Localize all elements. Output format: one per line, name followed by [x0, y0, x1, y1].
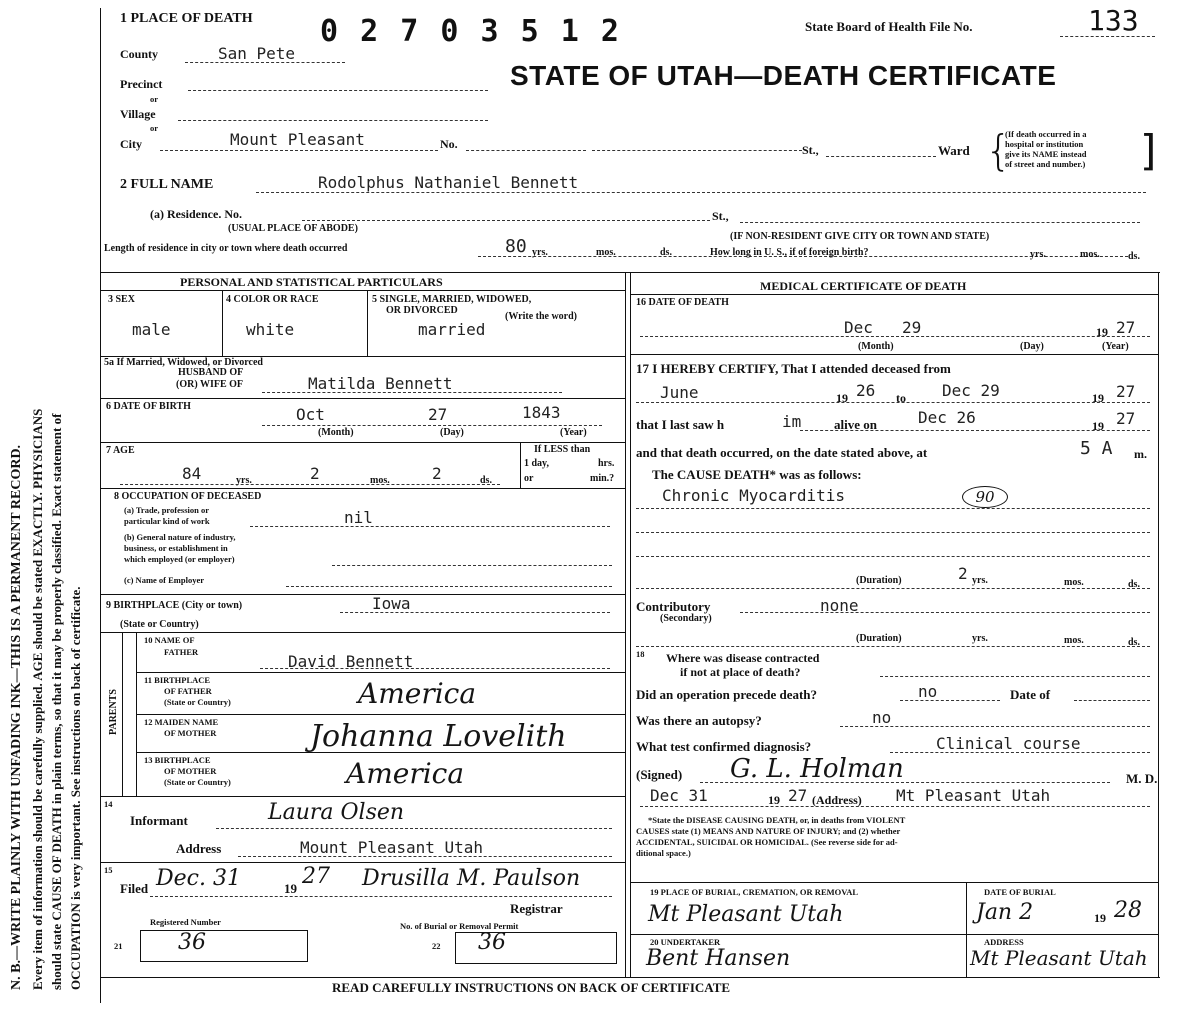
county-value: San Pete: [218, 44, 296, 63]
father-name-label-2: FATHER: [164, 647, 199, 657]
last-saw-year: 27: [1116, 409, 1136, 428]
marital-label-2: OR DIVORCED: [386, 305, 458, 316]
occupation-b3: which employed (or employer): [124, 554, 235, 564]
undertaker-value: Bent Hansen: [646, 946, 791, 971]
side-note-line3: should state CAUSE OF DEATH in plain terms, so that it may be properly classified. Exact statement of: [49, 413, 64, 990]
contributory-value: none: [820, 596, 859, 615]
age-ds-caption: ds.: [480, 475, 492, 486]
dob-month: Oct: [296, 405, 325, 424]
dob-year-caption: (Year): [560, 427, 587, 438]
registrar-signature: Drusilla M. Paulson: [362, 866, 581, 891]
certificate-serial: 0 2 7 0 3 5 1 2: [320, 14, 621, 49]
us-ds-label: ds.: [1128, 251, 1140, 262]
age-yrs-caption: yrs.: [236, 475, 252, 486]
spouse-label-1: 5a If Married, Widowed, or Divorced: [104, 357, 263, 368]
alive-year-prefix: 19: [1092, 419, 1104, 433]
informant-address-value: Mount Pleasant Utah: [300, 838, 484, 857]
duration-ds: ds.: [1128, 579, 1140, 590]
ward-note-3: give its NAME instead: [1005, 149, 1087, 159]
burial-year-prefix: 19: [1094, 911, 1106, 925]
dob-day-caption: (Day): [440, 427, 464, 438]
physician-signature: G. L. Holman: [730, 754, 904, 784]
last-saw-pronoun: im: [782, 412, 802, 431]
death-time-m: m.: [1134, 447, 1147, 461]
county-label: County: [120, 47, 159, 61]
burial-year-value: 28: [1114, 898, 1142, 923]
father-bp-label-3: (State or Country): [164, 697, 231, 707]
occupation-b2: business, or establishment in: [124, 543, 228, 553]
contracted-label-2: if not at place of death?: [680, 665, 801, 679]
date-of-death-label: 16 DATE OF DEATH: [636, 297, 729, 308]
filed-year-prefix: 19: [284, 881, 297, 896]
occupation-a2: particular kind of work: [124, 516, 210, 526]
place-of-death-label: 1 PLACE OF DEATH: [120, 11, 253, 26]
birthplace-value: Iowa: [372, 594, 411, 613]
last-saw-label: that I last saw h: [636, 417, 725, 432]
length-residence-value: 80: [505, 236, 527, 257]
less-than-label: If LESS than: [534, 444, 591, 455]
death-year-prefix: 19: [1096, 325, 1108, 339]
contributory-label: Contributory: [636, 599, 711, 614]
residence-label: (a) Residence. No.: [150, 207, 242, 221]
alive-on-label: alive on: [834, 417, 877, 432]
sign-address: Mt Pleasant Utah: [896, 786, 1051, 805]
footnote-2: CAUSES state (1) MEANS AND NATURE OF INJURY; and (2) whether: [636, 826, 901, 836]
death-day-caption: (Day): [1020, 341, 1044, 352]
us-yrs-label: yrs.: [1030, 249, 1046, 260]
section-22: 22: [432, 941, 441, 951]
medical-heading: MEDICAL CERTIFICATE OF DEATH: [760, 279, 967, 293]
cause-code: 90: [962, 486, 1008, 508]
duration-2-ds: ds.: [1128, 637, 1140, 648]
occupation-label: 8 OCCUPATION OF DECEASED: [114, 491, 262, 502]
duration-2-mos: mos.: [1064, 635, 1084, 646]
death-day: 29: [902, 318, 922, 337]
dob-year: 1843: [522, 403, 561, 422]
attended-from-month: June: [660, 383, 699, 402]
section-21: 21: [114, 941, 123, 951]
us-mos-label: mos.: [1080, 249, 1100, 260]
sign-year-prefix: 19: [768, 793, 780, 807]
city-value: Mount Pleasant: [230, 130, 365, 149]
duration-2-label: (Duration): [856, 633, 902, 644]
spouse-value: Matilda Bennett: [308, 374, 453, 393]
footnote-3: ACCIDENTAL, SUICIDAL OR HOMICIDAL. (See reverse side for ad-: [636, 837, 898, 847]
length-residence-label: Length of residence in city or town where death occurred: [104, 243, 348, 254]
mother-birthplace-value: America: [346, 757, 465, 790]
full-name-label: 2 FULL NAME: [120, 177, 214, 192]
mos-label: mos.: [596, 247, 616, 258]
duration-yrs: yrs.: [972, 575, 988, 586]
father-birthplace-value: America: [358, 677, 477, 710]
or-label: or: [524, 473, 534, 484]
spouse-label-3: (OR) WIFE OF: [176, 379, 244, 390]
test-label: What test confirmed diagnosis?: [636, 739, 812, 754]
registered-number-value: 36: [178, 930, 206, 955]
ward-note-4: of street and number.): [1005, 159, 1086, 169]
registrar-label: Registrar: [510, 901, 563, 916]
file-no: 133: [1088, 4, 1139, 37]
yrs-label: yrs.: [532, 247, 548, 258]
undertaker-address-label: ADDRESS: [984, 937, 1024, 947]
death-month-caption: (Month): [858, 341, 894, 352]
age-yrs: 84: [182, 464, 202, 483]
birthplace-label: 9 BIRTHPLACE (City or town): [106, 600, 243, 611]
mother-bp-label-1: 13 BIRTHPLACE: [144, 755, 211, 765]
mother-name-label-2: OF MOTHER: [164, 728, 217, 738]
age-ds: 2: [432, 464, 442, 483]
burial-place-value: Mt Pleasant Utah: [648, 902, 844, 927]
burial-permit-label: No. of Burial or Removal Permit: [400, 921, 519, 931]
cause-label: The CAUSE DEATH* was as follows:: [652, 467, 862, 482]
attended-from-year: 26: [856, 381, 876, 400]
father-name-value: David Bennett: [288, 652, 414, 671]
undertaker-label: 20 UNDERTAKER: [650, 937, 721, 947]
street-label: St.,: [802, 143, 819, 157]
personal-heading: PERSONAL AND STATISTICAL PARTICULARS: [180, 275, 443, 289]
or-1: or: [150, 94, 159, 104]
dob-month-caption: (Month): [318, 427, 354, 438]
duration-mos: mos.: [1064, 577, 1084, 588]
file-no-label: State Board of Health File No.: [805, 19, 973, 34]
test-value: Clinical course: [936, 734, 1081, 753]
color-label: 4 COLOR OR RACE: [226, 294, 319, 305]
mother-name-value: Johanna Lovelith: [310, 719, 567, 754]
footer-instructions: READ CAREFULLY INSTRUCTIONS ON BACK OF CERTIFICATE: [332, 980, 731, 995]
death-year: 27: [1116, 318, 1136, 337]
min-label: min.?: [590, 473, 615, 484]
occupation-b1: (b) General nature of industry,: [124, 532, 236, 542]
registered-number-label: Registered Number: [150, 917, 221, 927]
father-name-label-1: 10 NAME OF: [144, 635, 195, 645]
sign-date: Dec 31: [650, 786, 708, 805]
or-2: or: [150, 123, 159, 133]
last-saw-date: Dec 26: [918, 408, 976, 427]
dob-label: 6 DATE OF BIRTH: [106, 401, 191, 412]
birthplace-sub-label: (State or Country): [120, 619, 199, 630]
age-mos: 2: [310, 464, 320, 483]
informant-value: Laura Olsen: [268, 800, 405, 825]
hrs-label: hrs.: [598, 458, 615, 469]
marital-label-3: (Write the word): [505, 311, 578, 322]
cause-of-death: Chronic Myocarditis: [662, 486, 846, 505]
filed-date: Dec. 31: [156, 866, 241, 891]
operation-label: Did an operation precede death?: [636, 687, 818, 702]
sex-label: 3 SEX: [108, 294, 135, 305]
color-value: white: [246, 320, 295, 339]
signed-label: (Signed): [636, 767, 683, 782]
filed-label: Filed: [120, 881, 149, 896]
attended-to-year: 27: [1116, 382, 1136, 401]
death-time-label: and that death occurred, on the date stated above, at: [636, 445, 928, 460]
to-year-prefix: 19: [1092, 391, 1104, 405]
abode-note: (USUAL PLACE OF ABODE): [228, 223, 358, 234]
side-note-line2: Every item of information should be carefully supplied. AGE should be stated EXACTLY. PHYSICIANS: [30, 408, 45, 990]
md-label: M. D.: [1126, 771, 1158, 786]
sex-value: male: [132, 320, 171, 339]
duration-label: (Duration): [856, 575, 902, 586]
burial-date-label: DATE OF BURIAL: [984, 887, 1056, 897]
occupation-value: nil: [344, 508, 373, 527]
ward-note-1: (If death occurred in a: [1005, 129, 1087, 139]
father-bp-label-1: 11 BIRTHPLACE: [144, 675, 211, 685]
employer-label: (c) Name of Employer: [124, 575, 205, 585]
death-month: Dec: [844, 318, 873, 337]
dob-day: 27: [428, 405, 448, 424]
precinct-label: Precinct: [120, 77, 163, 91]
mother-bp-label-3: (State or Country): [164, 777, 231, 787]
ward-label: Ward: [938, 143, 970, 158]
section-18: 18: [636, 649, 645, 659]
nonresident-note: (IF NON-RESIDENT GIVE CITY OR TOWN AND STATE): [730, 231, 990, 242]
occupation-a1: (a) Trade, profession or: [124, 505, 209, 515]
father-bp-label-2: OF FATHER: [164, 686, 212, 696]
death-year-caption: (Year): [1102, 341, 1129, 352]
ward-note-2: hospital or institution: [1005, 139, 1084, 149]
contributory-sub-label: (Secondary): [660, 613, 712, 624]
certify-label: 17 I HEREBY CERTIFY, That I attended deceased from: [636, 361, 951, 376]
street-no-label: No.: [440, 137, 458, 151]
informant-address-label: Address: [176, 841, 222, 856]
certificate-title: STATE OF UTAH—DEATH CERTIFICATE: [510, 60, 1057, 91]
to-label: to: [896, 391, 906, 405]
mother-bp-label-2: OF MOTHER: [164, 766, 217, 776]
city-label: City: [120, 137, 142, 151]
autopsy-value: no: [872, 708, 892, 727]
filed-year: 27: [302, 864, 330, 889]
contracted-label-1: Where was disease contracted: [666, 651, 820, 665]
one-day-label: 1 day,: [524, 458, 550, 469]
age-label: 7 AGE: [106, 445, 135, 456]
duration-value: 2: [958, 564, 968, 583]
full-name-value: Rodolphus Nathaniel Bennett: [318, 173, 579, 192]
mother-name-label-1: 12 MAIDEN NAME: [144, 717, 219, 727]
duration-2-yrs: yrs.: [972, 633, 988, 644]
side-note-line4: OCCUPATION is very important. See instructions on back of certificate.: [68, 586, 83, 990]
age-mos-caption: mos.: [370, 475, 390, 486]
burial-permit-value: 36: [478, 930, 506, 955]
death-time: 5 A: [1080, 438, 1113, 459]
section-14: 14: [104, 799, 113, 809]
from-year-prefix: 19: [836, 391, 848, 405]
burial-place-label: 19 PLACE OF BURIAL, CREMATION, OR REMOVAL: [650, 887, 859, 897]
burial-date-value: Jan 2: [976, 900, 1034, 925]
marital-value: married: [418, 320, 486, 339]
autopsy-label: Was there an autopsy?: [636, 713, 762, 728]
undertaker-address-value: Mt Pleasant Utah: [970, 946, 1148, 970]
side-note-line1: N. B.—WRITE PLAINLY WITH UNFADING INK—THIS IS A PERMANENT RECORD.: [9, 444, 24, 990]
informant-label: Informant: [130, 813, 188, 828]
us-residence-label: How long in U. S., if of foreign birth?: [710, 247, 869, 258]
residence-st-label: St.,: [712, 209, 729, 223]
marital-label-1: 5 SINGLE, MARRIED, WIDOWED,: [372, 294, 532, 305]
operation-value: no: [918, 682, 938, 701]
sign-address-label: (Address): [812, 793, 862, 807]
village-label: Village: [120, 107, 156, 121]
footnote-1: *State the DISEASE CAUSING DEATH, or, in deaths from VIOLENT: [648, 815, 906, 825]
spouse-label-2: HUSBAND OF: [178, 367, 244, 378]
sign-year: 27: [788, 786, 808, 805]
ds-label: ds.: [660, 247, 672, 258]
footnote-4: ditional space.): [636, 848, 691, 858]
attended-to-date: Dec 29: [942, 381, 1000, 400]
parents-label: PARENTS: [108, 689, 119, 735]
section-15: 15: [104, 865, 113, 875]
date-of-label: Date of: [1010, 687, 1051, 702]
